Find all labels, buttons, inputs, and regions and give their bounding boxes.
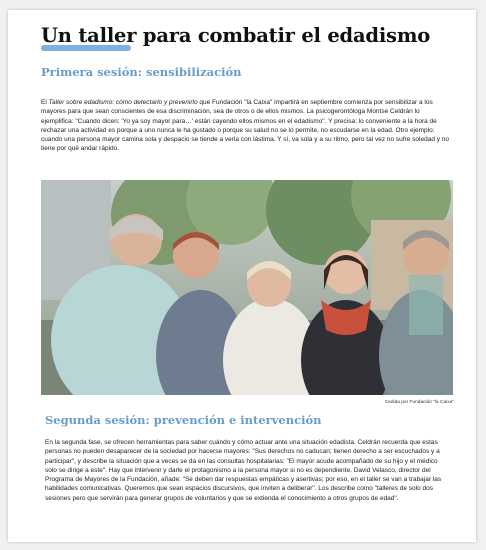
section-1-paragraph — [41, 98, 451, 154]
group-photo — [41, 180, 453, 395]
photo-caption: Cedida por Fundación "la Caixa" — [384, 400, 454, 405]
section-1-body: que Fundación "la Caixa" impartirá en septiembre comienza por sensibilizar a los mayores para que sean conscientes de esa discriminación, sea de otros o de ellos mismos. La psicogerontóloga Montse Celdrán lo ejemplifica: "Cuando dicen: 'Yo ya soy mayor para…' están cayendo ellos mismos en el edadismo". Y precisa: lo conveniente a la hora de rechazar una actividad es porque a uno nunca le ha gustado o porque su salud no se lo permite, no escudarse en la edad. Otro ejemplo: cuando una persona mayor camina sola y despacio se tiende a verla con lástima. Y sí, va sola y a su ritmo, pero tal vez no sufre soledad y no tiene por qué andar rápido. — [41, 99, 450, 153]
section-2-heading: Segunda sesión: prevención e intervención — [45, 413, 322, 427]
section-1-lead: El — [41, 99, 49, 106]
section-1-heading: Primera sesión: sensibilización — [41, 65, 242, 79]
workshop-name: Taller sobre edadismo: cómo detectarlo y prevenirlo — [48, 99, 198, 106]
group-photo-illustration — [41, 180, 453, 395]
article-page — [8, 10, 476, 542]
section-2-paragraph: En la segunda fase, se ofrecen herramientas para saber cuándo y cómo actuar ante una situación edadista. Celdrán recuerda que estas personas no pueden desaparecer de la sociedad por hacerse mayores: "Sus derechos no caducan; tienen derecho a ser escuchados y a participar", y describe la situación que a veces se da en las consultas hospitalarias: "El mayor acude acompañado de su hijo y el médico solo se dirige a este". Hay que intervenir y darle el protagonismo a la persona mayor si no es dependiente. David Velasco, director del Programa de Mayores de la Fundación, añade: "Se deben dar respuestas empáticas y asertivas; por eso, en el taller se van a trabajar las habilidades comunicativas. Queremos que sean espacios discursivos, que inviten a deliberar". Los describe como "talleres de solo dos sesiones pero que servirán para generar grupos de voluntarios y que se extienda el conocimiento a otros grupos de edad". — [45, 439, 442, 502]
article-title: Un taller para combatir el edadismo — [41, 24, 431, 47]
